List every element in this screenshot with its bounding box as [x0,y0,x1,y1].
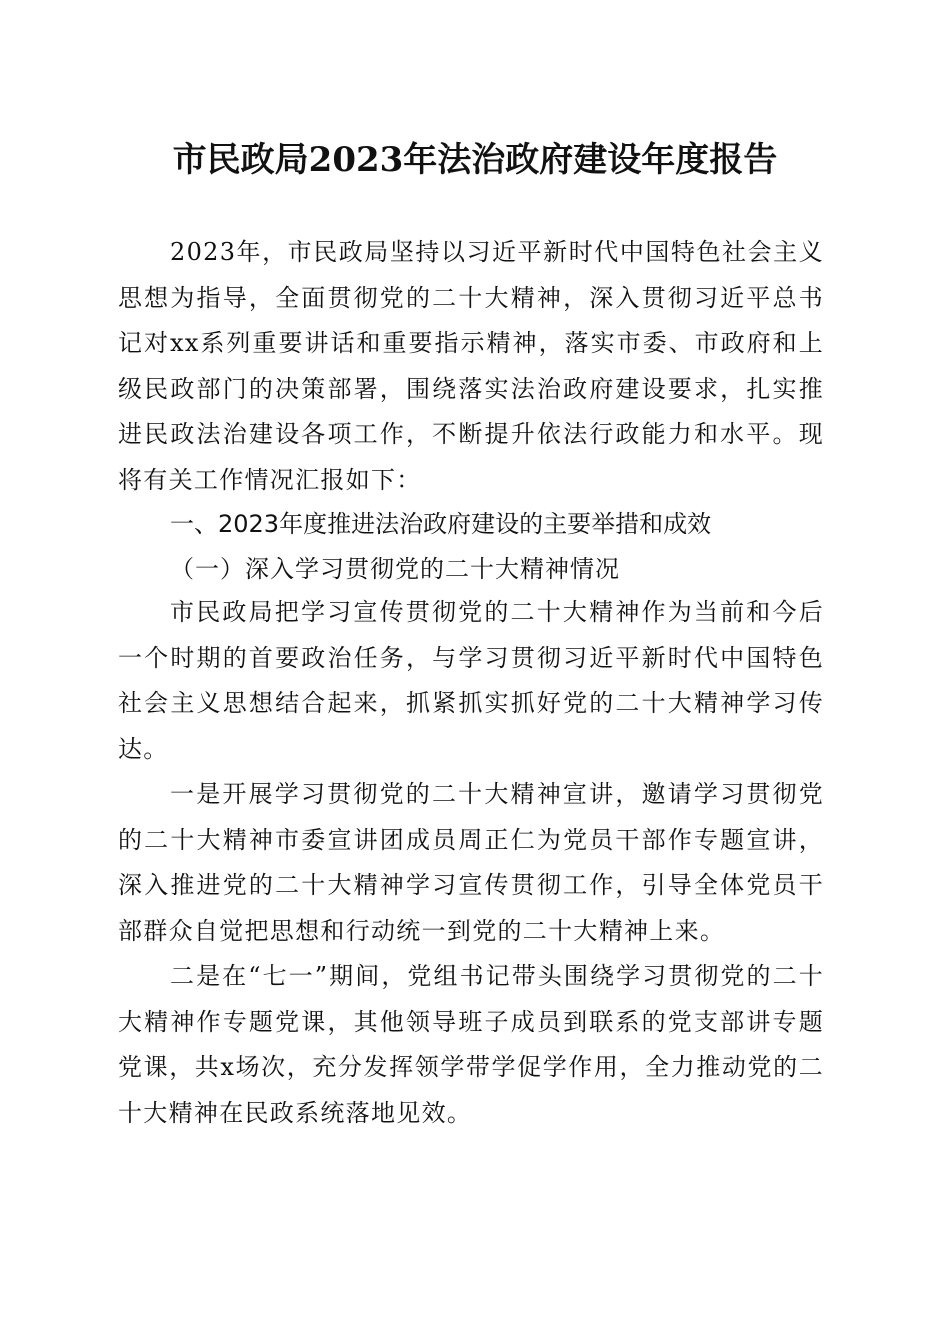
intro-paragraph: 2023年，市民政局坚持以习近平新时代中国特色社会主义思想为指导，全面贯彻党的二十大精神，深入贯彻习近平总书记对xx系列重要讲话和重要指示精神，落实市委、市政府和上级民政部门的决策部署，围绕落实法治政府建设要求，扎实推进民政法治建设各项工作，不断提升依法行政能力和水平。现将有关工作情况汇报如下： [118,238,824,494]
document-title: 市民政局2023年法治政府建设年度报告 [172,140,778,180]
subsection-heading: （一）深入学习贯彻党的二十大精神情况 [170,555,620,583]
section-heading: 一、2023年度推进法治政府建设的主要举措和成效 [170,510,712,538]
body-paragraph: 二是在“七一”期间，党组书记带头围绕学习贯彻党的二十大精神作专题党课，其他领导班子成员到联系的党支部讲专题党课，共x场次，充分发挥领学带学促学作用，全力推动党的二十大精神在民政系统落地见效。 [118,962,824,1127]
body-paragraph: 一是开展学习贯彻党的二十大精神宣讲，邀请学习贯彻党的二十大精神市委宣讲团成员周正仁为党员干部作专题宣讲，深入推进党的二十大精神学习宣传贯彻工作，引导全体党员干部群众自觉把思想和行动统一到党的二十大精神上来。 [118,780,824,945]
body-paragraph: 市民政局把学习宣传贯彻党的二十大精神作为当前和今后一个时期的首要政治任务，与学习贯彻习近平新时代中国特色社会主义思想结合起来，抓紧抓实抓好党的二十大精神学习传达。 [118,598,824,763]
